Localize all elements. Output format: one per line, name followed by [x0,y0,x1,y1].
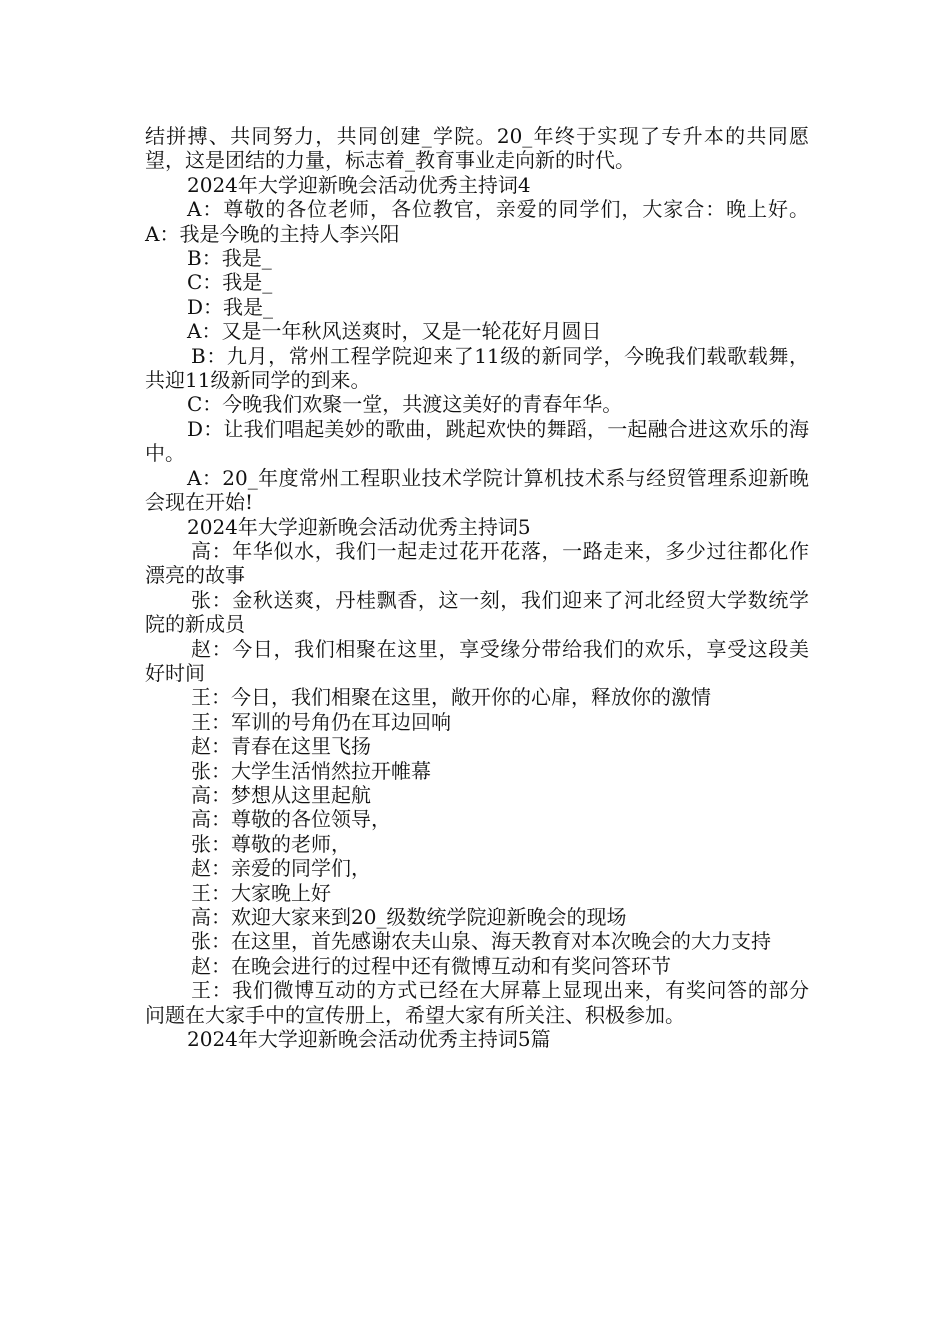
paragraph-continuation: 结拼搏、共同努力，共同创建_学院。20_年终于实现了专升本的共同愿望，这是团结的力量，标志着_教育事业走向新的时代。 [145,124,809,173]
paragraph: D：我是_ [187,294,274,319]
paragraph: 赵：今日，我们相聚在这里，享受缘分带给我们的欢乐，享受这段美好时间 [145,636,809,685]
paragraph: 赵：亲爱的同学们， [191,856,371,881]
paragraph: 高：尊敬的各位领导， [191,807,391,832]
paragraph: A：又是一年秋风送爽时，又是一轮花好月圆日 [187,319,602,344]
paragraph: A：20_年度常州工程职业技术学院计算机技术系与经贸管理系迎新晚会现在开始! [145,465,809,515]
section-heading-summary: 2024年大学迎新晚会活动优秀主持词5篇 [187,1027,551,1052]
section-heading-5: 2024年大学迎新晚会活动优秀主持词5 [187,514,531,539]
paragraph: B：我是_ [187,246,272,271]
paragraph: 王：军训的号角仍在耳边回响 [191,709,451,734]
paragraph: 张：金秋送爽，丹桂飘香，这一刻，我们迎来了河北经贸大学数统学院的新成员 [145,587,809,637]
paragraph: A：尊敬的各位老师，各位教官，亲爱的同学们，大家合：晚上好。A：我是今晚的主持人李兴阳 [145,197,809,246]
document-body [145,124,809,1051]
paragraph: 高：年华似水，我们一起走过花开花落，一路走来，多少过往都化作漂亮的故事 [145,538,809,588]
paragraph: C：我是_ [187,270,273,295]
paragraph: 张：在这里，首先感谢农夫山泉、海天教育对本次晚会的大力支持 [191,929,771,954]
paragraph: 赵：在晚会进行的过程中还有微博互动和有奖问答环节 [191,953,671,978]
paragraph: 王：今日，我们相聚在这里，敞开你的心扉，释放你的激情 [191,685,711,710]
section-heading-4: 2024年大学迎新晚会活动优秀主持词4 [187,172,531,197]
paragraph: 张：尊敬的老师， [191,831,351,856]
paragraph: 王：我们微博互动的方式已经在大屏幕上显现出来，有奖问答的部分问题在大家手中的宣传册上，希望大家有所关注、积极参加。 [145,978,809,1027]
paragraph: 王：大家晚上好 [191,880,331,905]
paragraph: 高：欢迎大家来到20_级数统学院迎新晚会的现场 [191,905,627,929]
paragraph: 张：大学生活悄然拉开帷幕 [191,758,431,783]
paragraph: D：让我们唱起美妙的歌曲，跳起欢快的舞蹈，一起融合进这欢乐的海中。 [145,416,809,466]
paragraph: 赵：青春在这里飞扬 [191,734,371,759]
paragraph: B：九月，常州工程学院迎来了11级的新同学，今晚我们载歌载舞，共迎11级新同学的到来。 [145,343,809,393]
paragraph: C：今晚我们欢聚一堂，共渡这美好的青春年华。 [187,392,623,417]
paragraph: 高：梦想从这里起航 [191,782,371,807]
